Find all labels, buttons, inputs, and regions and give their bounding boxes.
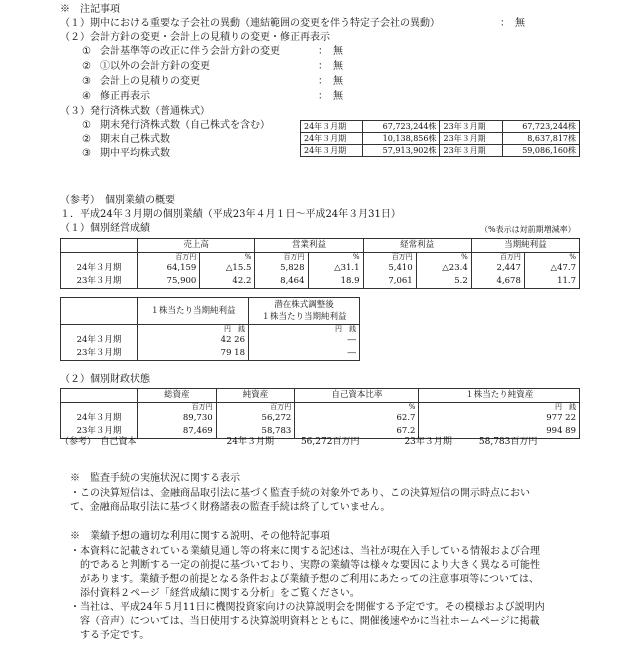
table-row <box>301 121 580 133</box>
unit-label: 百万円 <box>138 253 200 263</box>
note-item3-num: ③ <box>82 148 91 159</box>
table-row <box>61 253 580 263</box>
table-row <box>61 347 360 361</box>
header-total-assets: 総資産 <box>138 389 217 403</box>
unit-label: % <box>524 253 579 263</box>
unit-label: % <box>295 403 419 413</box>
operating-income-pct: △31.1 <box>308 262 363 275</box>
note-item1-value: ： 無 <box>500 18 525 29</box>
note-item2-text: ①以外の会計方針の変更 <box>100 61 210 72</box>
ordinary-income-value: 5,410 <box>363 262 416 275</box>
note-item2-value: ： 無 <box>318 46 343 57</box>
header-net-income: 当期純利益 <box>471 239 579 253</box>
operating-income-value: 5,828 <box>255 262 308 275</box>
sales-value: 75,900 <box>138 275 200 289</box>
note-item2-text: 会計上の見積りの変更 <box>100 76 200 87</box>
shares-value: 8,637,817株 <box>502 133 579 145</box>
note-item2-value: ： 無 <box>318 76 343 87</box>
operating-income-pct: 18.9 <box>308 275 363 289</box>
forecast-line: 容（音声）については、当日使用する決算説明資料とともに、開催後速やかに当社ホームページに掲載 <box>70 616 540 627</box>
audit-line: て、金融商品取引法に基づく財務諸表の監査手続は終了していません。 <box>70 502 391 513</box>
eps-value: 79 18 <box>138 347 249 361</box>
shares-table <box>300 120 580 157</box>
note-item1-label: （１）期中における重要な子会社の異動（連結範囲の変更を伴う特定子会社の異動） <box>60 18 440 29</box>
header-bps: １株当たり純資産 <box>419 389 580 403</box>
sales-pct: △15.5 <box>200 262 255 275</box>
header-diluted-line1: 潜在株式調整後 <box>274 300 334 310</box>
table-row <box>301 133 580 145</box>
shares-period: 23年３月期 <box>440 133 502 145</box>
equity-note: （参考） 自己資本 24年３月期 56,272百万円 23年３月期 58,783百万円 <box>60 437 538 447</box>
notes-header: ※ 注記事項 <box>60 4 120 15</box>
net-income-value: 2,447 <box>471 262 524 275</box>
net-income-pct: △47.7 <box>524 262 579 275</box>
table-row <box>61 298 360 325</box>
table-row <box>61 262 580 275</box>
note-item3-label: （３）発行済株式数（普通株式） <box>60 106 210 117</box>
forecast-line: 的であると判断する一定の前提に基づいており、実際の業績等は様々な要因により大きく異なる可能性 <box>70 560 540 571</box>
note-item3-text: 期末発行済株式数（自己株式を含む） <box>100 120 270 131</box>
sales-pct: 42.2 <box>200 275 255 289</box>
note-item3-num: ② <box>82 134 91 145</box>
total-assets-value: 89,730 <box>138 412 217 425</box>
note-item2-value: ： 無 <box>318 61 343 72</box>
shares-period: 24年３月期 <box>301 133 363 145</box>
forecast-line: する予定です。 <box>70 630 150 641</box>
shares-period: 23年３月期 <box>440 145 502 157</box>
table-row <box>61 325 360 335</box>
shares-period: 24年３月期 <box>301 145 363 157</box>
ordinary-income-value: 7,061 <box>363 275 416 289</box>
note-item3-text: 期中平均株式数 <box>100 148 170 159</box>
net-income-value: 4,678 <box>471 275 524 289</box>
period-label: 23年３月期 <box>61 425 138 439</box>
unit-label: 円 銭 <box>419 403 580 413</box>
shares-value: 10,138,856株 <box>363 133 440 145</box>
unit-label: 百万円 <box>138 403 217 413</box>
unit-label: 百万円 <box>363 253 416 263</box>
forecast-line: 添付資料２ページ「経営成績に関する分析」をご覧ください。 <box>70 588 360 599</box>
unit-label: 円 銭 <box>138 325 249 335</box>
note-item2-num: ④ <box>82 91 91 102</box>
net-income-pct: 11.7 <box>524 275 579 289</box>
header-equity-ratio: 自己資本比率 <box>295 389 419 403</box>
note-item2-num: ③ <box>82 76 91 87</box>
forecast-line: ・当社は、平成24年５月11日に機関投資家向けの決算説明会を開催する予定です。その模様および説明内 <box>70 602 545 613</box>
audit-line: ・この決算短信は、金融商品取引法に基づく監査手続の対象外であり、この決算短信の開示時点におい <box>70 488 530 499</box>
header-sales: 売上高 <box>138 239 255 253</box>
header-eps: １株当たり当期純利益 <box>138 298 249 325</box>
note-item3-num: ① <box>82 120 91 131</box>
equity-ratio-value: 67.2 <box>295 425 419 439</box>
period-label: 23年３月期 <box>61 347 138 361</box>
sales-value: 64,159 <box>138 262 200 275</box>
operating-results-table <box>60 238 580 289</box>
forecast-line: ・本資料に記載されている業績見通し等の将来に関する記述は、当社が現在入手している情報および合理 <box>70 546 540 557</box>
table-row <box>301 145 580 157</box>
unit-label: 円 銭 <box>249 325 360 335</box>
table-row <box>61 239 580 253</box>
table-row <box>61 334 360 347</box>
ref-header: （参考） 個別業績の概要 <box>60 195 175 206</box>
fin-title: （２）個別財政状態 <box>60 374 150 385</box>
table-row <box>61 389 580 403</box>
period-label: 24年３月期 <box>61 334 138 347</box>
audit-header: ※ 監査手続の実施状況に関する表示 <box>70 473 240 484</box>
diluted-eps-value: ― <box>249 334 360 347</box>
forecast-line: があります。業績予想の前提となる条件および業績予想のご利用にあたっての注意事項等については、 <box>70 574 539 585</box>
header-ordinary-income: 経常利益 <box>363 239 471 253</box>
operating-income-value: 8,464 <box>255 275 308 289</box>
unit-label: % <box>200 253 255 263</box>
unit-label: % <box>416 253 471 263</box>
period-label: 24年３月期 <box>61 262 138 275</box>
equity-ratio-value: 62.7 <box>295 412 419 425</box>
op-title: （１）個別経営成績 <box>60 223 150 234</box>
bps-value: 977 22 <box>419 412 580 425</box>
table-row <box>61 275 580 289</box>
unit-label: 百万円 <box>471 253 524 263</box>
header-operating-income: 営業利益 <box>255 239 363 253</box>
shares-value: 59,086,160株 <box>502 145 579 157</box>
note-item3-text: 期末自己株式数 <box>100 134 170 145</box>
shares-period: 24年３月期 <box>301 121 363 133</box>
note-item2-num: ① <box>82 46 91 57</box>
forecast-header: ※ 業績予想の適切な利用に関する説明、その他特記事項 <box>70 531 330 542</box>
shares-value: 57,913,902株 <box>363 145 440 157</box>
ordinary-income-pct: △23.4 <box>416 262 471 275</box>
op-note: （%表示は対前期増減率） <box>480 225 576 234</box>
note-item2-num: ② <box>82 61 91 72</box>
bps-value: 994 89 <box>419 425 580 439</box>
shares-period: 23年３月期 <box>440 121 502 133</box>
total-assets-value: 87,469 <box>138 425 217 439</box>
unit-label: % <box>308 253 363 263</box>
note-item2-label: （２）会計方針の変更・会計上の見積りの変更・修正再表示 <box>60 32 330 43</box>
ordinary-income-pct: 5.2 <box>416 275 471 289</box>
diluted-eps-value: ― <box>249 347 360 361</box>
table-row <box>61 403 580 413</box>
shares-value: 67,723,244株 <box>502 121 579 133</box>
eps-value: 42 26 <box>138 334 249 347</box>
unit-label: 百万円 <box>255 253 308 263</box>
unit-label: 百万円 <box>216 403 295 413</box>
table-row <box>61 412 580 425</box>
note-item2-text: 修正再表示 <box>100 91 150 102</box>
header-net-assets: 純資産 <box>216 389 295 403</box>
net-assets-value: 58,783 <box>216 425 295 439</box>
period-label: 24年３月期 <box>61 412 138 425</box>
eps-table <box>60 297 360 361</box>
ref-title: １．平成24年３月期の個別業績（平成23年４月１日～平成24年３月31日） <box>60 209 401 220</box>
note-item2-value: ： 無 <box>318 91 343 102</box>
note-item2-text: 会計基準等の改正に伴う会計方針の変更 <box>100 46 280 57</box>
period-label: 23年３月期 <box>61 275 138 289</box>
header-diluted-line2: １株当たり当期純利益 <box>261 312 347 322</box>
shares-value: 67,723,244株 <box>363 121 440 133</box>
net-assets-value: 56,272 <box>216 412 295 425</box>
financial-position-table <box>60 388 580 439</box>
